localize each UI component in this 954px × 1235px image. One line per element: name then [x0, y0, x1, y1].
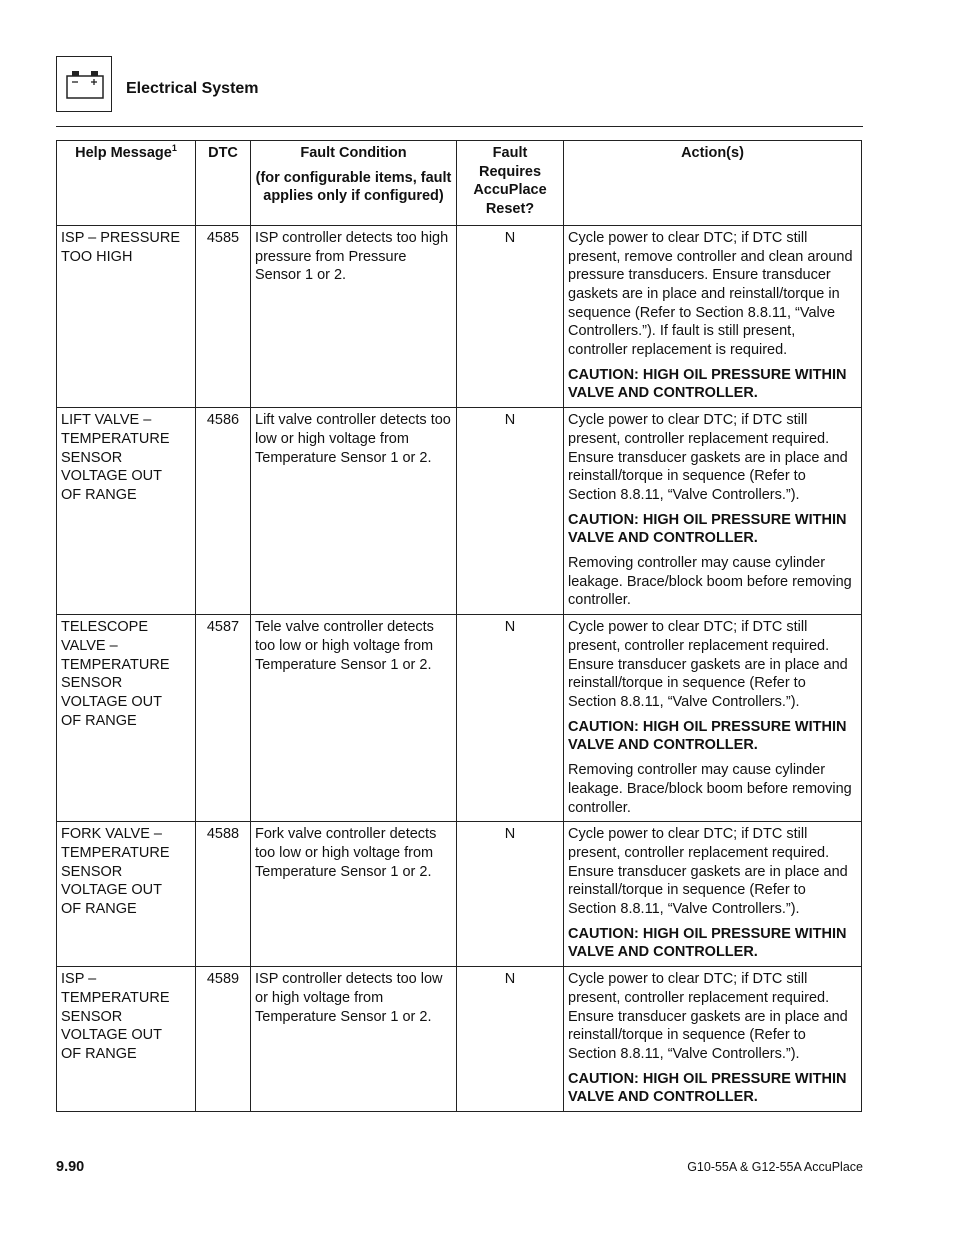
- help-message-cell: ISP – TEMPERATURE SENSOR VOLTAGE OUT OF RANGE: [57, 967, 196, 1112]
- reset-required-cell: N: [457, 822, 564, 967]
- header-help-message: [57, 141, 196, 226]
- help-message-cell: FORK VALVE – TEMPERATURE SENSOR VOLTAGE OUT OF RANGE: [57, 822, 196, 967]
- action-text: Cycle power to clear DTC; if DTC still present, controller replacement required. Ensure transducer gaskets are in place and reinstall/torque in sequence (Refer to Section 8.8.11, “Valve Controllers.”).: [568, 412, 848, 503]
- caution-text: CAUTION: HIGH OIL PRESSURE WITHIN VALVE AND CONTROLLER.: [568, 718, 847, 754]
- header-fault-condition-note: (for configurable items, fault applies only if configured): [255, 169, 452, 205]
- caution-text: CAUTION: HIGH OIL PRESSURE WITHIN VALVE AND CONTROLLER.: [568, 366, 847, 402]
- table-row: [57, 615, 862, 822]
- battery-icon: [65, 69, 105, 101]
- table-row: [57, 822, 862, 967]
- actions-cell: [564, 615, 862, 822]
- header-dtc: DTC: [196, 141, 251, 226]
- action-text: Cycle power to clear DTC; if DTC still present, controller replacement required. Ensure transducer gaskets are in place and reinstall/torque in sequence (Refer to Section 8.8.11, “Valve Controllers.”).: [568, 619, 848, 710]
- fault-condition-cell: Tele valve controller detects too low or high voltage from Temperature Sensor 1 or 2.: [251, 615, 457, 822]
- dtc-cell: 4586: [196, 408, 251, 615]
- fault-condition-cell: ISP controller detects too low or high voltage from Temperature Sensor 1 or 2.: [251, 967, 457, 1112]
- actions-cell: [564, 408, 862, 615]
- fault-condition-cell: ISP controller detects too high pressure from Pressure Sensor 1 or 2.: [251, 225, 457, 407]
- reset-required-cell: N: [457, 408, 564, 615]
- actions-cell: [564, 822, 862, 967]
- help-message-cell: LIFT VALVE – TEMPERATURE SENSOR VOLTAGE OUT OF RANGE: [57, 408, 196, 615]
- table-header-row: [57, 141, 862, 226]
- header-fault-condition: [251, 141, 457, 226]
- section-icon-box: [56, 56, 112, 112]
- action-text: Cycle power to clear DTC; if DTC still present, controller replacement required. Ensure transducer gaskets are in place and reinstall/torque in sequence (Refer to Section 8.8.11, “Valve Controllers.”).: [568, 826, 848, 918]
- note-text: Removing controller may cause cylinder leakage. Brace/block boom before removing controller.: [568, 555, 852, 609]
- page-number: 9.90: [56, 1159, 85, 1175]
- section-title: Electrical System: [126, 80, 259, 97]
- table-row: [57, 408, 862, 615]
- dtc-cell: 4589: [196, 967, 251, 1112]
- action-text: Cycle power to clear DTC; if DTC still present, controller replacement required. Ensure transducer gaskets are in place and reinstall/torque in sequence (Refer to Section 8.8.11, “Valve Controllers.”).: [568, 971, 848, 1062]
- header-divider: [56, 126, 863, 127]
- reset-required-cell: N: [457, 225, 564, 407]
- header-actions: Action(s): [564, 141, 862, 226]
- action-text: Cycle power to clear DTC; if DTC still present, remove controller and clean around pressure transducers. Ensure transducer gaskets are in place and reinstall/torque in sequence (Refer to Section 8.8.11, “Valve Controllers.”). If fault is still present, controller replacement is required.: [568, 229, 853, 359]
- dtc-cell: 4587: [196, 615, 251, 822]
- header-fault-condition-label: Fault Condition: [300, 145, 407, 161]
- caution-text: CAUTION: HIGH OIL PRESSURE WITHIN VALVE AND CONTROLLER.: [568, 925, 847, 961]
- fault-rows: [57, 225, 862, 1111]
- header-help-label: Help Message: [75, 145, 172, 161]
- caution-text: CAUTION: HIGH OIL PRESSURE WITHIN VALVE AND CONTROLLER.: [568, 511, 847, 547]
- table-row: [57, 225, 862, 407]
- help-message-cell: ISP – PRESSURE TOO HIGH: [57, 225, 196, 407]
- note-text: Removing controller may cause cylinder leakage. Brace/block boom before removing controller.: [568, 762, 852, 816]
- product-name: G10-55A & G12-55A AccuPlace: [687, 1160, 863, 1174]
- table-row: [57, 967, 862, 1112]
- dtc-cell: 4588: [196, 822, 251, 967]
- reset-required-cell: N: [457, 967, 564, 1112]
- header-reset: Fault Requires AccuPlace Reset?: [457, 141, 564, 226]
- dtc-cell: 4585: [196, 225, 251, 407]
- footnote-marker: 1: [171, 143, 177, 154]
- caution-text: CAUTION: HIGH OIL PRESSURE WITHIN VALVE AND CONTROLLER.: [568, 1070, 847, 1106]
- actions-cell: [564, 967, 862, 1112]
- fault-table: [56, 140, 862, 1112]
- reset-required-cell: N: [457, 615, 564, 822]
- actions-cell: [564, 225, 862, 407]
- help-message-cell: TELESCOPE VALVE – TEMPERATURE SENSOR VOLTAGE OUT OF RANGE: [57, 615, 196, 822]
- fault-condition-cell: Lift valve controller detects too low or high voltage from Temperature Sensor 1 or 2.: [251, 408, 457, 615]
- fault-condition-cell: Fork valve controller detects too low or high voltage from Temperature Sensor 1 or 2.: [251, 822, 457, 967]
